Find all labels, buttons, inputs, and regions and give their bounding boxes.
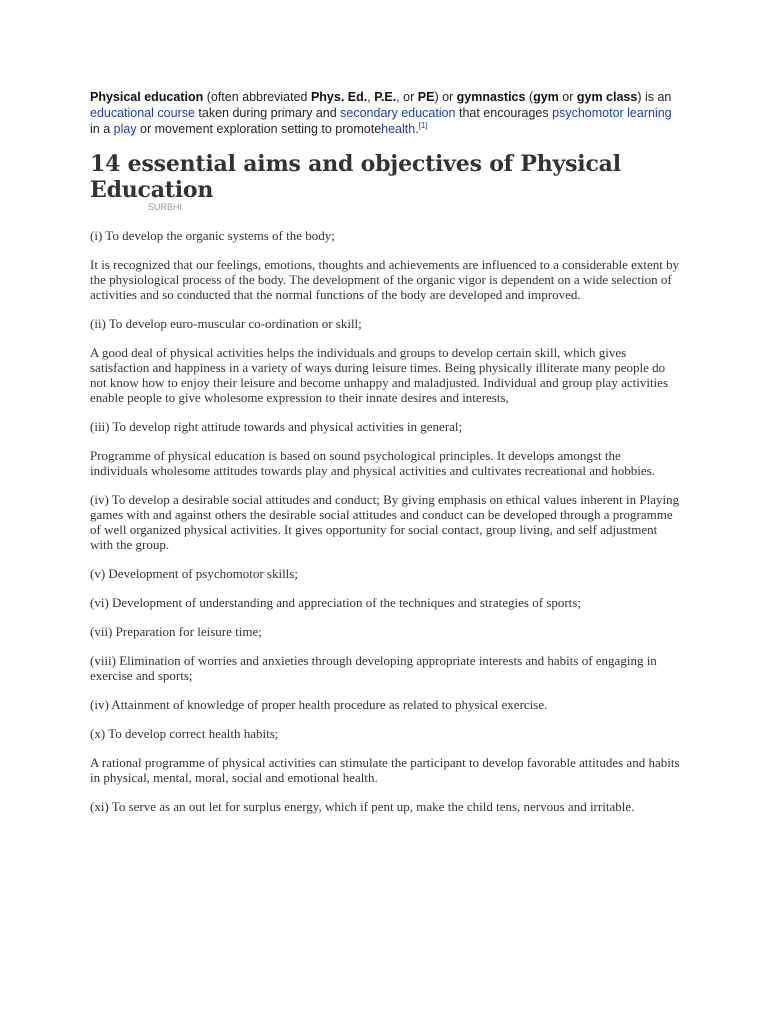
intro-text: . [415, 122, 419, 136]
article-title: 14 essential aims and objectives of Physical Education [90, 151, 621, 203]
body-paragraph: A good deal of physical activities helps the individuals and groups to develop certain skill, which gives satisfaction and happiness in a variety of ways during leisure times. Being physically illiterate many people do not know how to enjoy their leisure and become unhappy and maladjusted. Individual and group play activities enable people to give wholesome expression to their innate desires and interests, [90, 345, 668, 405]
link-psychomotor-learning[interactable]: psychomotor learning [552, 106, 672, 120]
intro-text: , or [396, 90, 418, 104]
author-byline: SURBHI [148, 202, 183, 212]
aim-heading: (i) To develop the organic systems of the body; [90, 228, 335, 243]
link-secondary-education[interactable]: secondary education [340, 106, 456, 120]
abbr-pe-dotted: P.E. [374, 90, 397, 104]
intro-text: taken during primary and [194, 106, 341, 120]
aim-heading: (x) To develop correct health habits; [90, 726, 279, 741]
link-gymnastics[interactable] [457, 90, 526, 104]
link-gym[interactable] [533, 90, 559, 104]
document-page [90, 89, 680, 828]
term-physical-education: Physical education [90, 90, 204, 104]
link-play[interactable]: play [113, 122, 137, 136]
aim-heading: (iv) Attainment of knowledge of proper health procedure as related to physical exercise. [90, 697, 548, 712]
intro-text: or movement exploration setting to promote [136, 122, 382, 136]
intro-text: ) or [434, 90, 457, 104]
aim-heading: (v) Development of psychomotor skills; [90, 566, 298, 581]
intro-text: ( [525, 90, 534, 104]
intro-text: that encourages [455, 106, 553, 120]
article-body [90, 228, 680, 814]
aim-heading: (iii) To develop right attitude towards and physical activities in general; [90, 419, 463, 434]
abbr-phys-ed: Phys. Ed. [310, 90, 368, 104]
intro-text: , [367, 90, 375, 104]
body-paragraph: A rational programme of physical activities can stimulate the participant to develop favorable attitudes and habits in physical, mental, moral, social and emotional health. [90, 755, 680, 785]
link-gym-label: gym [533, 90, 559, 104]
link-gymnastics-label: gymnastics [456, 90, 526, 104]
abbr-pe: PE [417, 90, 435, 104]
body-paragraph: It is recognized that our feelings, emotions, thoughts and achievements are influenced to a considerable extent by the physiological process of the body. The development of the organic vigor is dependent on a wide selection of activities and so conducted that the normal functions of the body are developed and improved. [90, 257, 680, 302]
citation-link[interactable]: [1] [418, 120, 428, 130]
link-educational-course[interactable]: educational course [90, 106, 195, 120]
intro-paragraph [90, 89, 680, 137]
aim-heading: (viii) Elimination of worries and anxieties through developing appropriate interests and habits of engaging in exercise and sports; [90, 653, 657, 683]
aim-heading: (vi) Development of understanding and appreciation of the techniques and strategies of sports; [90, 595, 581, 610]
intro-text: or [558, 90, 577, 104]
aim-heading: (iv) To develop a desirable social attitudes and conduct; By giving emphasis on ethical values inherent in Playing games with and against others the desirable social attitudes and conduct can be developed through a programme of well organized physical activities. It gives opportunity for social contact, group living, and self adjustment with the group. [90, 492, 680, 552]
intro-text: in a [90, 122, 114, 136]
intro-text: ) is an [637, 90, 672, 104]
aim-heading: (xi) To serve as an out let for surplus energy, which if pent up, make the child tens, nervous and irritable. [90, 799, 635, 814]
aim-heading: (ii) To develop euro-muscular co-ordination or skill; [90, 316, 362, 331]
term-gym-class: gym class [576, 90, 638, 104]
intro-text: (often abbreviated [203, 90, 311, 104]
aim-heading: (vii) Preparation for leisure time; [90, 624, 262, 639]
link-health[interactable]: health [381, 122, 416, 136]
body-paragraph: Programme of physical education is based on sound psychological principles. It develops amongst the individuals wholesome attitudes towards play and physical activities and cultivates recreational and hobbies. [90, 448, 655, 478]
